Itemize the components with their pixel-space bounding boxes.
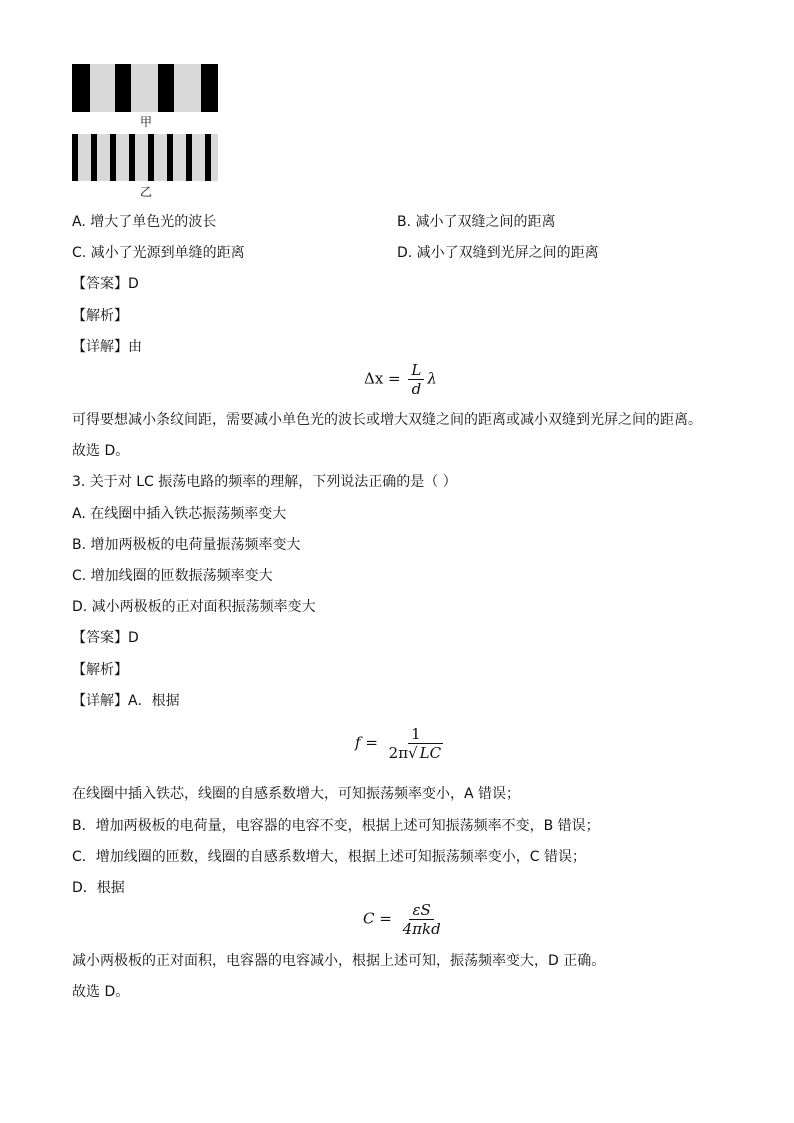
q3-formula2-numerator: εS [409,902,433,920]
fringe-pattern-jia [72,64,218,112]
q3-option-b: B. 增加两极板的电荷量振荡频率变大 [72,537,301,553]
figure-label-yi: 乙 [140,185,153,199]
q3-explain-b: B．增加两极板的电荷量，电容器的电容不变，根据上述可知振荡频率不变，B 错误； [72,818,600,834]
q2-analysis-heading: 【解析】 [72,308,128,324]
q3-option-d: D. 减小两极板的正对面积振荡频率变大 [72,599,316,615]
q3-answer: 【答案】D [72,630,139,646]
figure-label-jia: 甲 [140,115,153,129]
q3-explain-d: 减小两极板的正对面积，电容器的电容减小，根据上述可知，振荡频率变大，D 正确。 [72,953,606,969]
q2-option-c: C. 减小了光源到单缝的距离 [72,245,245,261]
sqrt-sign: √ [408,744,418,762]
q2-formula-rhs: λ [427,369,437,388]
q3-option-a: A. 在线圈中插入铁芯振荡频率变大 [72,506,287,522]
q3-stem: 3. 关于对 LC 振荡电路的频率的理解，下列说法正确的是（ ） [72,474,457,490]
q3-formula2-fraction [400,902,444,937]
q3-explain-d-intro: D．根据 [72,880,125,896]
q3-explain-a: 在线圈中插入铁芯，线圈的自感系数增大，可知振荡频率变小，A 错误； [72,786,521,802]
q3-formula-capacitance [363,902,447,937]
q2-formula-fraction [408,362,424,397]
q2-option-d: D. 减小了双缝到光屏之间的距离 [397,245,599,261]
q2-option-a: A. 增大了单色光的波长 [72,214,217,230]
q2-conclusion: 故选 D。 [72,443,130,459]
q2-answer: 【答案】D [72,276,139,292]
q3-conclusion: 故选 D。 [72,984,130,1000]
q3-formula1-den-sqrt: LC [419,744,442,762]
q2-explanation: 可得要想减小条纹间距，需要减小单色光的波长或增大双缝之间的距离或减小双缝到光屏之间的距离。 [72,412,702,428]
q2-option-b: B. 减小了双缝之间的距离 [397,214,556,230]
q3-explain-c: C．增加线圈的匝数，线圈的自感系数增大，根据上述可知振荡频率变小，C 错误； [72,849,586,865]
q2-formula-denominator: d [411,380,422,398]
q3-detail-heading: 【详解】A．根据 [72,693,180,709]
q2-formula-lhs: Δx = [364,369,406,388]
q2-formula-numerator: L [408,362,424,380]
q3-formula1-fraction [386,726,446,761]
q3-formula-frequency [355,726,449,761]
q2-detail-heading: 【详解】由 [72,339,142,355]
q2-formula-fringe-spacing [364,362,437,397]
q3-formula1-den-prefix: 2π [388,744,409,762]
q3-option-c: C. 增加线圈的匝数振荡频率变大 [72,568,273,584]
q3-formula2-denominator: 4πkd [402,920,441,938]
q3-analysis-heading: 【解析】 [72,662,128,678]
q3-formula2-lhs: C = [363,909,397,928]
fringe-pattern-yi [72,134,218,181]
q3-formula1-numerator: 1 [408,726,424,744]
q3-formula1-lhs: f = [355,733,383,752]
